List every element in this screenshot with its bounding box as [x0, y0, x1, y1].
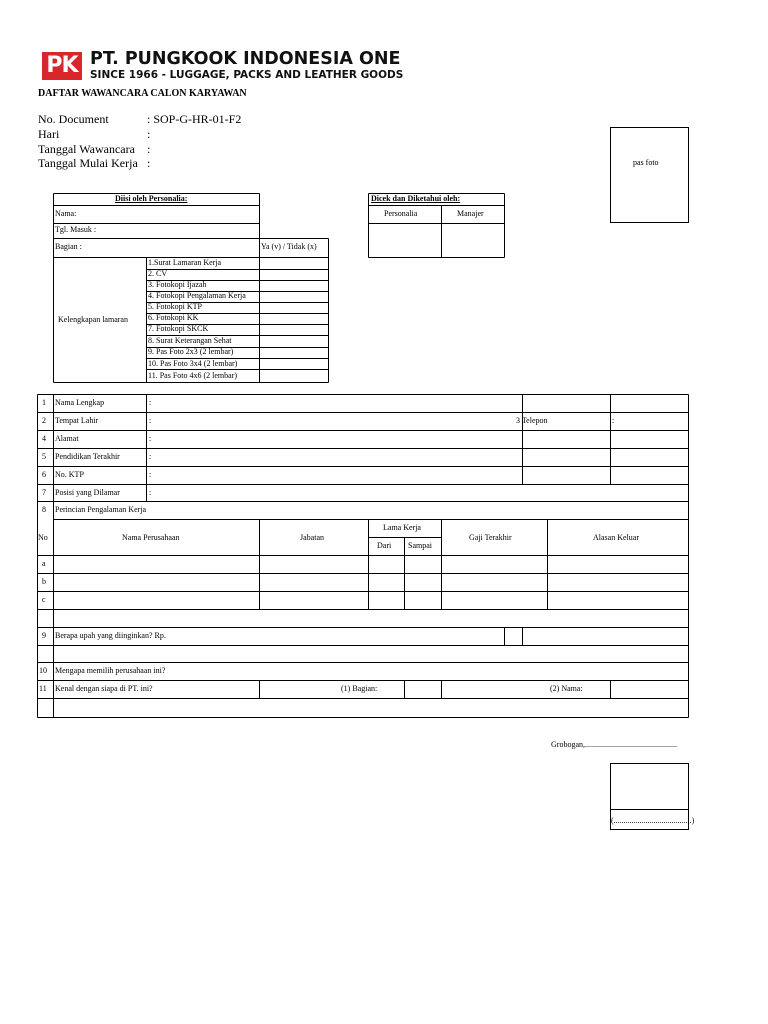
exp-header-perusahaan: Nama Perusahaan: [122, 533, 180, 542]
field-colon: :: [149, 416, 152, 425]
field-colon: :: [149, 434, 152, 443]
field-colon: :: [612, 416, 615, 425]
exp-header-jabatan: Jabatan: [300, 533, 324, 542]
row-number: 8: [42, 505, 46, 514]
meta-value-document: : SOP-G-HR-01-F2: [147, 112, 242, 126]
row-number: 4: [42, 434, 46, 443]
checklist-item: 6. Fotokopi KK: [148, 313, 199, 322]
ya-tidak-header: Ya (v) / Tidak (x): [261, 242, 317, 251]
meta-value-hari: :: [147, 127, 151, 141]
meta-label-document: No. Document: [38, 112, 109, 126]
question-upah: Berapa upah yang diinginkan? Rp.: [55, 631, 166, 640]
company-name: PT. PUNGKOOK INDONESIA ONE: [90, 49, 401, 69]
exp-header-no: No: [38, 533, 48, 542]
exp-row-letter: c: [42, 595, 46, 604]
field-colon: :: [149, 398, 152, 407]
personalia-nama-label[interactable]: Nama:: [55, 209, 77, 218]
document-title: DAFTAR WAWANCARA CALON KARYAWAN: [38, 88, 247, 99]
exp-row-letter: a: [42, 559, 46, 568]
exp-header-sampai: Sampai: [408, 541, 432, 550]
row-number: 5: [42, 452, 46, 461]
personalia-tgl-masuk-label[interactable]: Tgl. Masuk :: [55, 225, 97, 234]
field-label-posisi: Posisi yang Dilamar: [55, 488, 120, 497]
meta-label-tanggal-mulai: Tanggal Mulai Kerja: [38, 156, 138, 170]
field-label-ktp: No. KTP: [55, 470, 84, 479]
check-title: Dicek dan Diketahui oleh:: [371, 194, 461, 203]
field-colon: :: [149, 470, 152, 479]
check-manajer-label: Manajer: [457, 209, 484, 218]
q11-bagian-label: (1) Bagian:: [341, 684, 378, 693]
logo-text: PK: [46, 53, 78, 78]
signature-place-date: Grobogan,..............................................: [551, 740, 677, 749]
personalia-bagian-label[interactable]: Bagian :: [55, 242, 82, 251]
meta-value-tanggal-mulai: :: [147, 156, 151, 170]
checklist-item: 11. Pas Foto 4x6 (2 lembar): [148, 371, 238, 380]
signature-name-line: (.......................................): [611, 816, 695, 825]
checklist-item: 3. Fotokopi Ijazah: [148, 280, 207, 289]
checklist-item: 8. Surat Keterangan Sehat: [148, 336, 232, 345]
exp-header-dari: Dari: [377, 541, 392, 550]
meta-value-tanggal-wawancara: :: [147, 142, 151, 156]
company-tagline: SINCE 1966 - LUGGAGE, PACKS AND LEATHER GOODS: [90, 69, 404, 81]
field-label-pendidikan: Pendidikan Terakhir: [55, 452, 120, 461]
check-personalia-label: Personalia: [384, 209, 418, 218]
checklist-item: 4. Fotokopi Pengalaman Kerja: [148, 291, 246, 300]
exp-header-alasan: Alasan Keluar: [593, 533, 639, 542]
experience-section-title: Perincian Pengalaman Kerja: [55, 505, 147, 514]
row-number: 10: [39, 666, 47, 675]
field-colon: :: [149, 452, 152, 461]
row-number: 9: [42, 631, 46, 640]
checklist-item: 5. Fotokopi KTP: [148, 302, 203, 311]
field-label-tempat-lahir: Tempat Lahir: [55, 416, 99, 425]
personalia-title: Diisi oleh Personalia:: [115, 194, 188, 203]
field-label-telepon: 3 Telepon: [516, 416, 548, 425]
field-label-nama-lengkap: Nama Lengkap: [55, 398, 105, 407]
checklist-item: 2. CV: [148, 269, 168, 278]
question-alasan-memilih: Mengapa memilih perusahaan ini?: [55, 666, 166, 675]
row-number: 1: [42, 398, 46, 407]
exp-header-gaji: Gaji Terakhir: [469, 533, 512, 542]
meta-label-hari: Hari: [38, 127, 60, 141]
exp-header-lama-kerja: Lama Kerja: [383, 523, 421, 532]
field-colon: :: [149, 488, 152, 497]
meta-label-tanggal-wawancara: Tanggal Wawancara: [38, 142, 135, 156]
checklist-item: 9. Pas Foto 2x3 (2 lembar): [148, 347, 234, 356]
kelengkapan-lamaran-label: Kelengkapan lamaran: [58, 315, 128, 324]
checklist-item: 7. Fotokopi SKCK: [148, 324, 209, 333]
q11-nama-label: (2) Nama:: [550, 684, 583, 693]
row-number: 7: [42, 488, 46, 497]
row-number: 6: [42, 470, 46, 479]
exp-row-letter: b: [42, 577, 46, 586]
row-number: 2: [42, 416, 46, 425]
row-number: 11: [39, 684, 47, 693]
field-label-alamat: Alamat: [55, 434, 79, 443]
checklist-item: 10. Pas Foto 3x4 (2 lembar): [148, 359, 238, 368]
question-kenal: Kenal dengan siapa di PT. ini?: [55, 684, 153, 693]
photo-placeholder-label: pas foto: [633, 158, 659, 167]
checklist-item: 1.Surat Lamaran Kerja: [148, 258, 222, 267]
